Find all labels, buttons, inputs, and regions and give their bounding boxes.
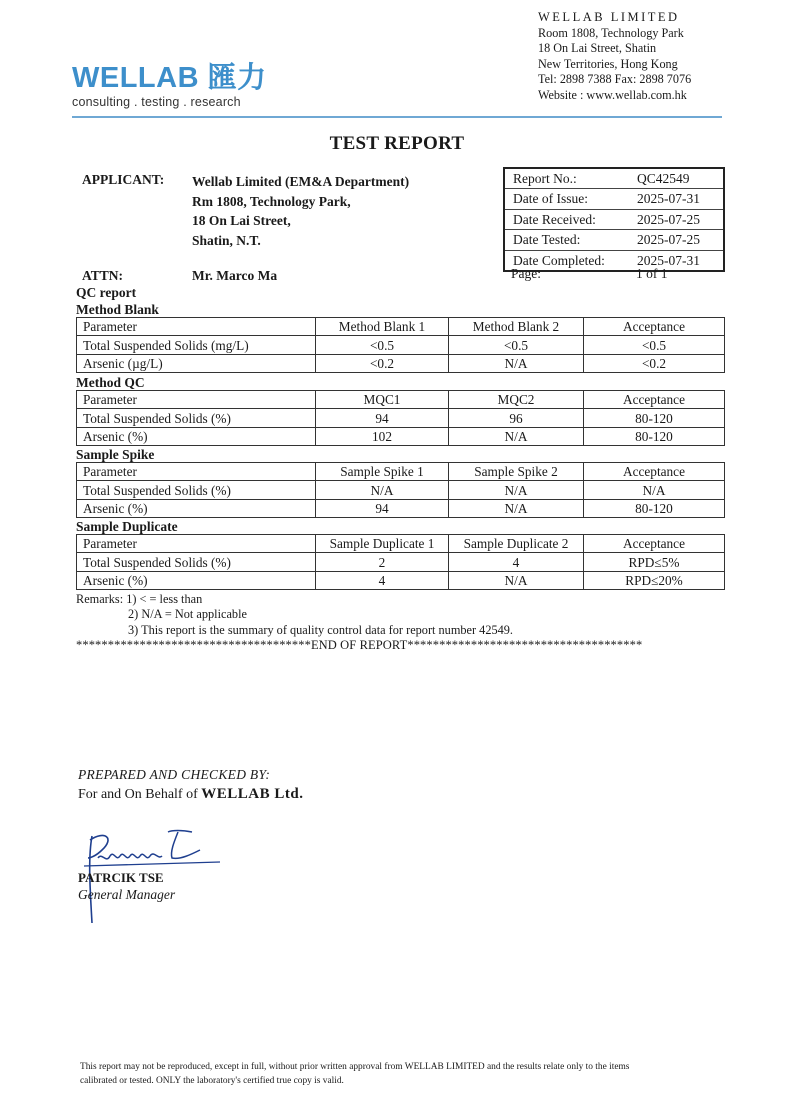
- table-row: [77, 427, 725, 445]
- table-cell: <0.5: [316, 336, 449, 354]
- table-row: [77, 354, 725, 372]
- table-cell: Arsenic (%): [77, 427, 316, 445]
- report-info-label: Report No.:: [513, 171, 577, 186]
- table-cell: RPD≤20%: [584, 571, 725, 589]
- report-info-value: QC42549: [637, 171, 690, 186]
- table-header-cell: MQC2: [449, 391, 584, 409]
- signatory-title: General Manager: [78, 887, 176, 902]
- table-cell: Total Suspended Solids (mg/L): [77, 336, 316, 354]
- table-header-row: [77, 535, 725, 553]
- address-line: 18 On Lai Street, Shatin: [538, 41, 657, 55]
- report-info-value: 2025-07-31: [637, 252, 700, 268]
- header-divider: [72, 116, 722, 118]
- footer-line: calibrated or tested. ONLY the laboratory's certified true copy is valid.: [80, 1076, 344, 1086]
- company-address-block: [538, 10, 691, 103]
- section-title: Sample Spike: [76, 447, 155, 462]
- table-header-cell: Sample Spike 2: [449, 463, 584, 481]
- applicant-label: APPLICANT:: [82, 172, 165, 187]
- applicant-line: Shatin, N.T.: [192, 232, 261, 248]
- applicant-line: Rm 1808, Technology Park,: [192, 193, 351, 209]
- logo-text: WELLAB 匯力: [72, 62, 267, 94]
- document-title: TEST REPORT: [329, 133, 465, 154]
- signatory-name: PATRCIK TSE: [78, 870, 164, 885]
- table-cell: N/A: [449, 499, 584, 517]
- applicant-line: Wellab Limited (EM&A Department): [192, 174, 410, 189]
- report-info-box: [503, 167, 725, 272]
- table-cell: <0.2: [316, 354, 449, 372]
- section-title: Sample Duplicate: [76, 519, 178, 534]
- address-line: Room 1808, Technology Park: [538, 25, 684, 40]
- table-row: [77, 481, 725, 499]
- table-cell: 4: [449, 553, 584, 571]
- table-cell: 80-120: [584, 409, 725, 427]
- table-header-row: [77, 391, 725, 409]
- page-value: 1 of 1: [636, 266, 668, 281]
- address-company: WELLAB LIMITED: [538, 10, 680, 24]
- table-header-cell: Parameter: [77, 318, 316, 336]
- table-cell: N/A: [449, 571, 584, 589]
- report-info-row: [505, 189, 723, 209]
- section-title: Method Blank: [76, 302, 159, 317]
- qc-table-method-qc: [76, 390, 725, 446]
- table-row: [77, 336, 725, 354]
- table-cell: N/A: [449, 427, 584, 445]
- address-phone: Tel: 2898 7388 Fax: 2898 7076: [538, 72, 692, 86]
- table-header-row: [77, 318, 725, 336]
- table-header-cell: MQC1: [316, 391, 449, 409]
- table-header-cell: Sample Duplicate 2: [449, 535, 584, 553]
- table-header-cell: Acceptance: [584, 463, 725, 481]
- table-header-cell: Acceptance: [584, 391, 725, 409]
- table-cell: RPD≤5%: [584, 553, 725, 571]
- table-cell: <0.2: [584, 354, 725, 372]
- table-header-cell: Acceptance: [584, 318, 725, 336]
- company-logo: [72, 62, 267, 109]
- table-header-row: [77, 463, 725, 481]
- report-info-label: Date Tested:: [513, 232, 581, 248]
- table-header-cell: Parameter: [77, 391, 316, 409]
- attn-value: Mr. Marco Ma: [192, 268, 278, 283]
- report-info-label: Date Received:: [513, 211, 596, 227]
- table-cell: <0.5: [449, 336, 584, 354]
- report-info-value: 2025-07-31: [637, 191, 700, 207]
- table-cell: Arsenic (%): [77, 571, 316, 589]
- table-cell: Total Suspended Solids (%): [77, 409, 316, 427]
- report-info-row: [505, 169, 723, 189]
- table-row: [77, 409, 725, 427]
- table-header-cell: Sample Duplicate 1: [316, 535, 449, 553]
- remarks-block: [76, 592, 513, 638]
- on-behalf-company: WELLAB Ltd.: [201, 786, 304, 802]
- remark-line: 3) This report is the summary of quality control data for report number 42549.: [128, 622, 513, 637]
- table-header-cell: Method Blank 1: [316, 318, 449, 336]
- table-cell: Arsenic (%): [77, 499, 316, 517]
- prepared-by-label: PREPARED AND CHECKED BY:: [78, 767, 271, 782]
- table-cell: 94: [316, 499, 449, 517]
- table-cell: <0.5: [584, 336, 725, 354]
- table-cell: N/A: [316, 481, 449, 499]
- report-info-value: 2025-07-25: [637, 211, 700, 227]
- remark-line: Remarks: 1) < = less than: [76, 592, 203, 606]
- remark-line: 2) N/A = Not applicable: [128, 607, 247, 622]
- qc-table-sample-duplicate: [76, 534, 725, 590]
- qc-table-sample-spike: [76, 462, 725, 518]
- table-row: [77, 553, 725, 571]
- table-cell: 96: [449, 409, 584, 427]
- table-cell: Total Suspended Solids (%): [77, 553, 316, 571]
- report-info-label: Date Completed:: [513, 252, 605, 268]
- report-info-row: [505, 210, 723, 230]
- table-cell: N/A: [449, 354, 584, 372]
- footer-disclaimer: [80, 1060, 730, 1088]
- report-info-row: [505, 230, 723, 250]
- end-of-report: *************************************END OF REPORT*************************************: [76, 638, 643, 652]
- address-line: New Territories, Hong Kong: [538, 56, 678, 71]
- footer-line: This report may not be reproduced, except in full, without prior written approval from WELLAB LIMITED and the results relate only to the items: [80, 1062, 630, 1072]
- applicant-line: 18 On Lai Street,: [192, 213, 291, 228]
- table-cell: 102: [316, 427, 449, 445]
- qc-table-method-blank: [76, 317, 725, 373]
- logo-tagline: consulting . testing . research: [72, 95, 241, 109]
- table-header-cell: Acceptance: [584, 535, 725, 553]
- applicant-details: [192, 172, 409, 250]
- table-header-cell: Parameter: [77, 535, 316, 553]
- table-header-cell: Parameter: [77, 463, 316, 481]
- table-cell: N/A: [449, 481, 584, 499]
- table-cell: 80-120: [584, 499, 725, 517]
- table-cell: 4: [316, 571, 449, 589]
- table-cell: N/A: [584, 481, 725, 499]
- page-indicator: [511, 266, 668, 282]
- qc-report-label: QC report: [76, 285, 137, 300]
- report-info-value: 2025-07-25: [637, 232, 700, 248]
- table-header-cell: Sample Spike 1: [316, 463, 449, 481]
- table-cell: 80-120: [584, 427, 725, 445]
- address-website: Website : www.wellab.com.hk: [538, 87, 687, 102]
- attn-label: ATTN:: [82, 268, 124, 283]
- on-behalf-prefix: For and On Behalf of: [78, 787, 198, 802]
- table-cell: 94: [316, 409, 449, 427]
- table-row: [77, 571, 725, 589]
- table-cell: Total Suspended Solids (%): [77, 481, 316, 499]
- section-title: Method QC: [76, 375, 145, 390]
- page-label: Page:: [511, 266, 541, 281]
- on-behalf-line: [78, 786, 303, 803]
- report-info-label: Date of Issue:: [513, 191, 588, 207]
- table-row: [77, 499, 725, 517]
- table-cell: 2: [316, 553, 449, 571]
- table-cell: Arsenic (µg/L): [77, 354, 316, 372]
- table-header-cell: Method Blank 2: [449, 318, 584, 336]
